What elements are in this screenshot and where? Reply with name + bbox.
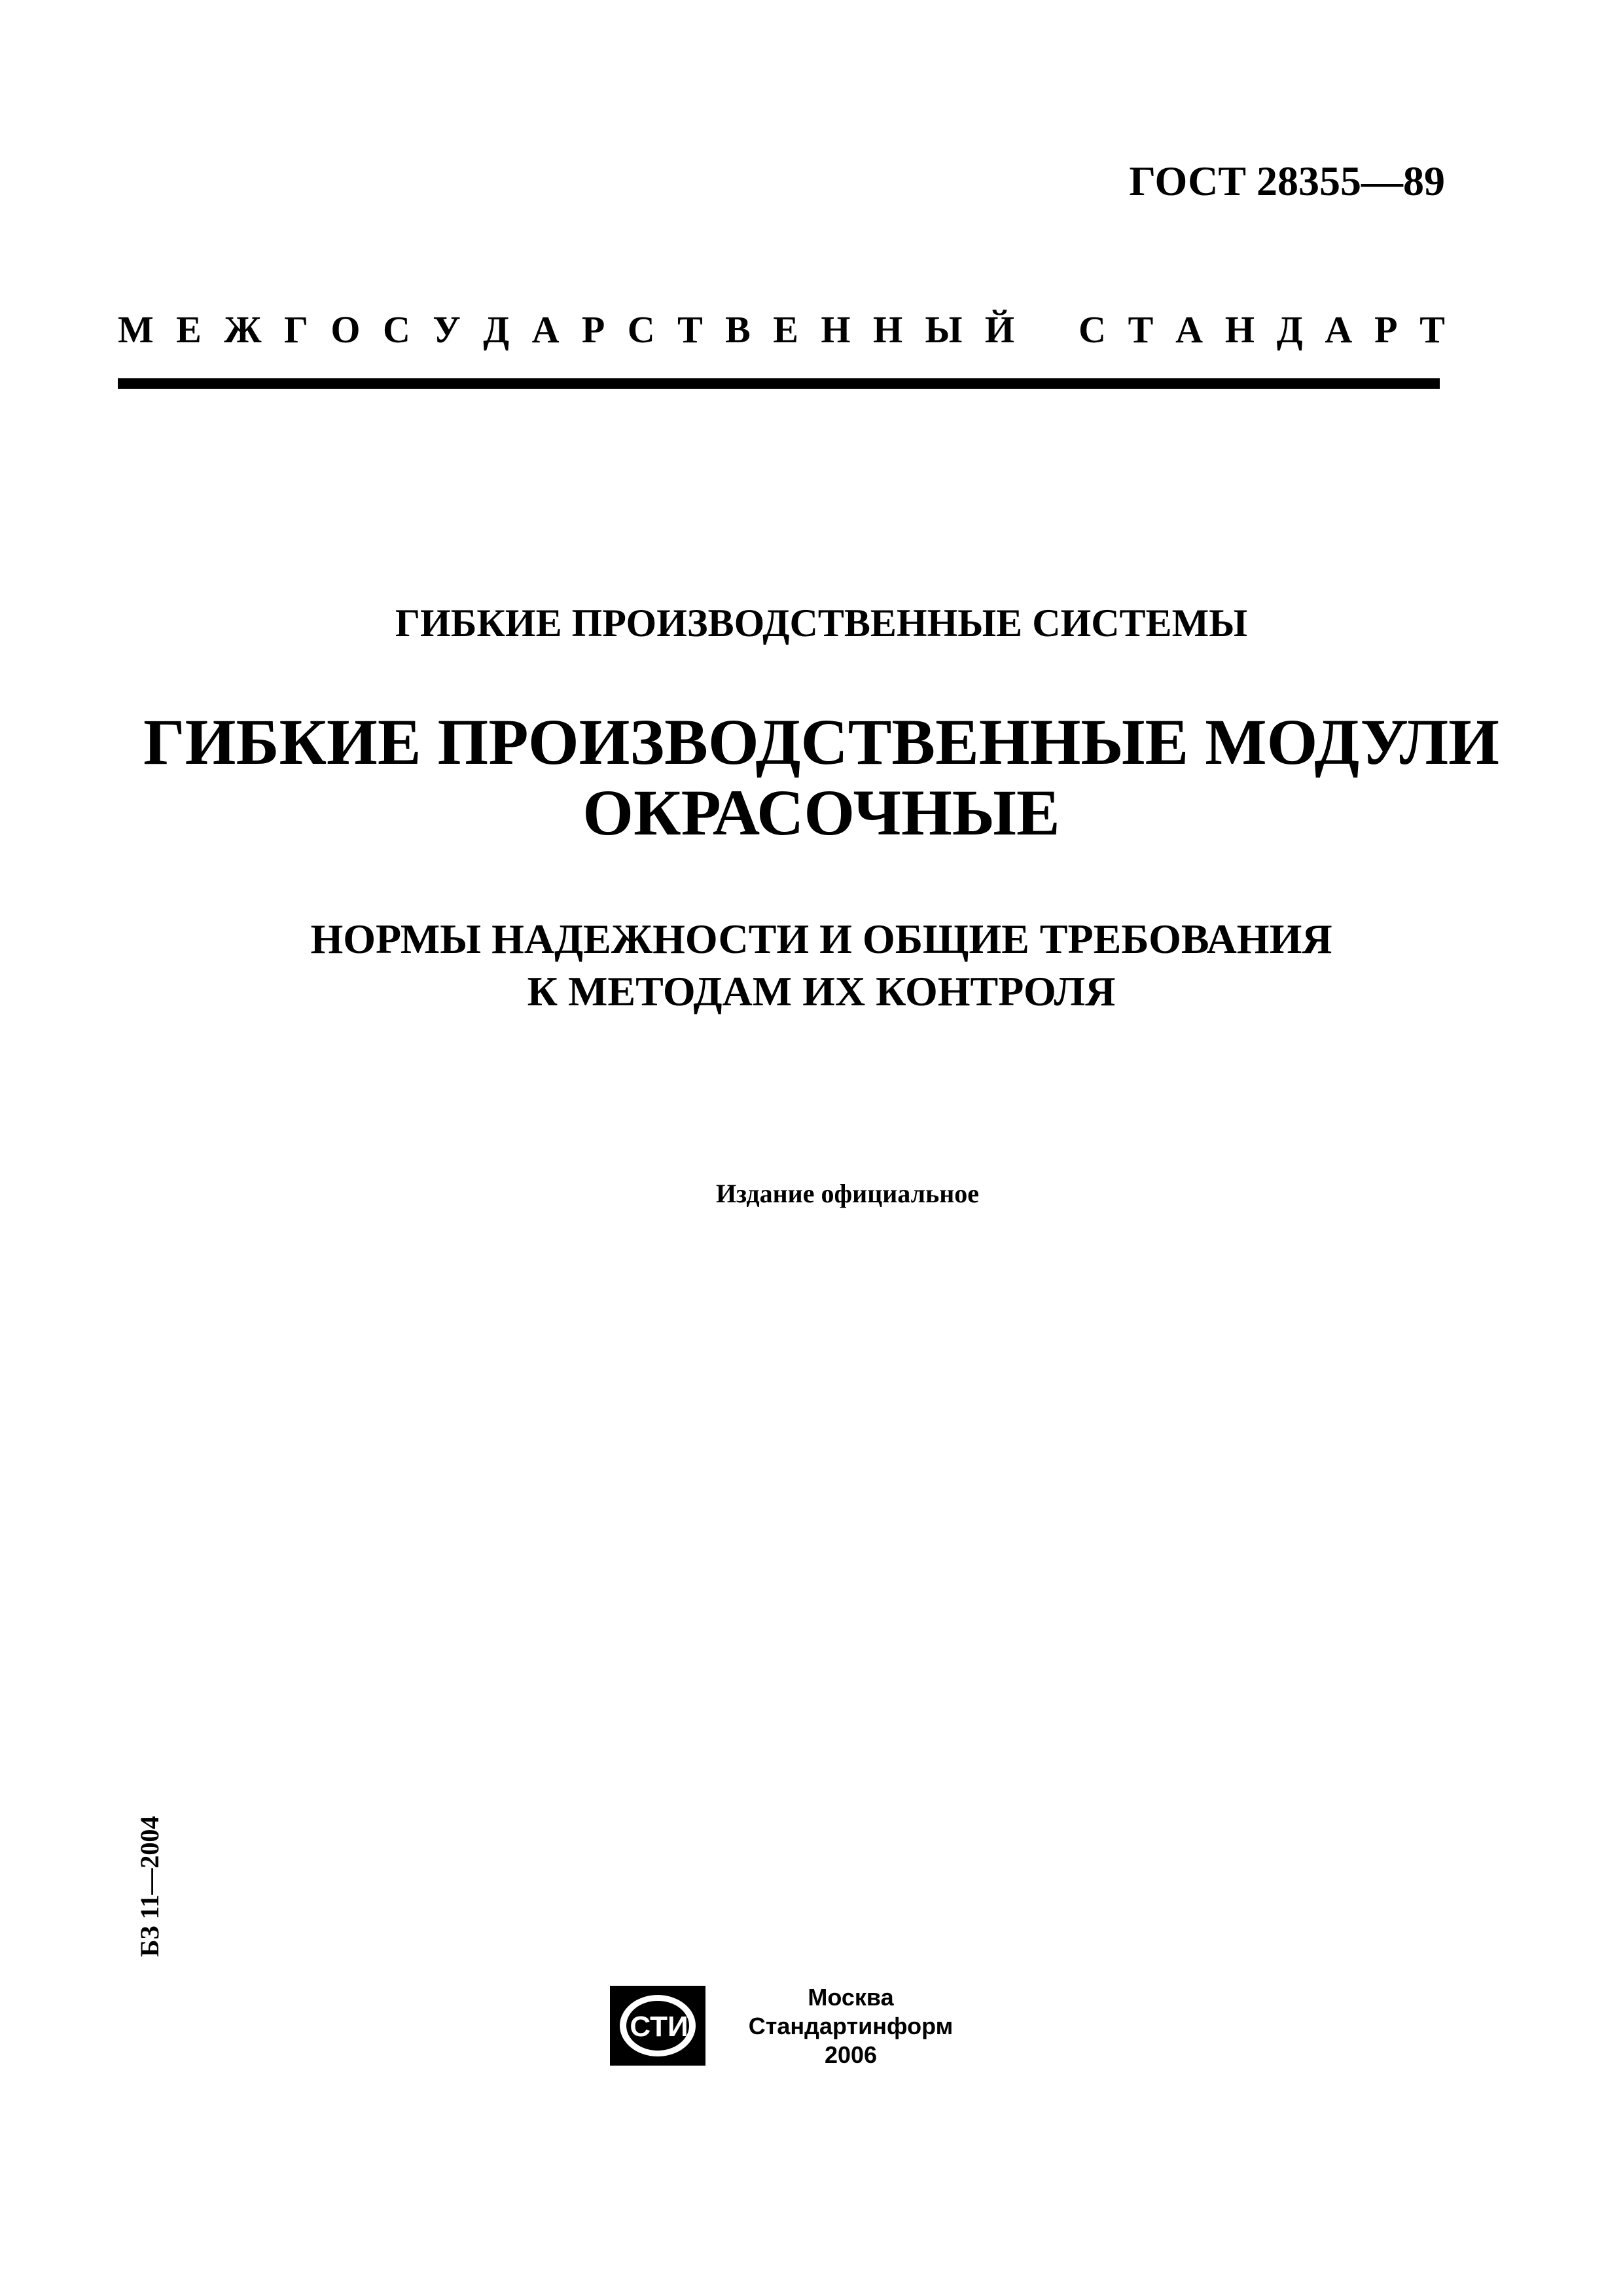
edition-note: Издание официальное xyxy=(715,1179,980,1208)
category-letter: С xyxy=(1079,308,1106,351)
category-letter: Д xyxy=(483,308,510,351)
category-letter: У xyxy=(433,308,461,351)
standard-number: ГОСТ 28355—89 xyxy=(1129,158,1445,204)
category-word-standard xyxy=(1079,308,1445,351)
category-letter: Е xyxy=(176,308,202,351)
category-letter: Р xyxy=(1374,308,1398,351)
category-word-interstate xyxy=(118,308,1014,351)
category-letter: Д xyxy=(1276,308,1303,351)
publisher-logo-icon xyxy=(610,1986,705,2066)
category-letter: С xyxy=(627,308,655,351)
series-title: ГИБКИЕ ПРОИЗВОДСТВЕННЫЕ СИСТЕМЫ xyxy=(395,601,1248,645)
category-letter: А xyxy=(1325,308,1353,351)
category-letter: Н xyxy=(872,308,903,351)
publisher-logo-text: СТИ xyxy=(630,2011,688,2043)
category-letter: Г xyxy=(284,308,308,351)
main-title xyxy=(0,707,1623,848)
catalog-code xyxy=(134,1816,164,1964)
category-letter: А xyxy=(1175,308,1204,351)
category-letter: Ж xyxy=(224,308,262,351)
category-letter: Т xyxy=(677,308,703,351)
category-letter: Т xyxy=(1419,308,1445,351)
category-letter: Е xyxy=(773,308,798,351)
category-letter: В xyxy=(725,308,751,351)
catalog-code-text: БЗ 11—2004 xyxy=(135,1816,164,1957)
publisher-block xyxy=(740,1983,962,2070)
main-title-line-1: ГИБКИЕ ПРОИЗВОДСТВЕННЫЕ МОДУЛИ xyxy=(143,706,1499,778)
publisher-name: Стандартинформ xyxy=(748,2013,954,2039)
subtitle-line-2: К МЕТОДАМ ИХ КОНТРОЛЯ xyxy=(527,968,1116,1014)
category-letter: Й xyxy=(984,308,1014,351)
subtitle xyxy=(0,913,1623,1018)
category-letter: Н xyxy=(821,308,851,351)
category-letter: Н xyxy=(1224,308,1255,351)
publisher-year: 2006 xyxy=(824,2041,878,2068)
main-title-line-2: ОКРАСОЧНЫЕ xyxy=(582,776,1060,849)
category-letter: О xyxy=(330,308,361,351)
category-letter: М xyxy=(118,308,154,351)
publisher-city: Москва xyxy=(808,1984,894,2011)
category-letter: Р xyxy=(581,308,605,351)
category-letter: С xyxy=(382,308,410,351)
category-letter: А xyxy=(531,308,560,351)
category-letter: Ы xyxy=(925,308,963,351)
header-rule xyxy=(118,378,1440,389)
category-letter: Т xyxy=(1128,308,1154,351)
subtitle-line-1: НОРМЫ НАДЕЖНОСТИ И ОБЩИЕ ТРЕБОВАНИЯ xyxy=(310,916,1332,962)
standard-category xyxy=(118,308,1445,351)
